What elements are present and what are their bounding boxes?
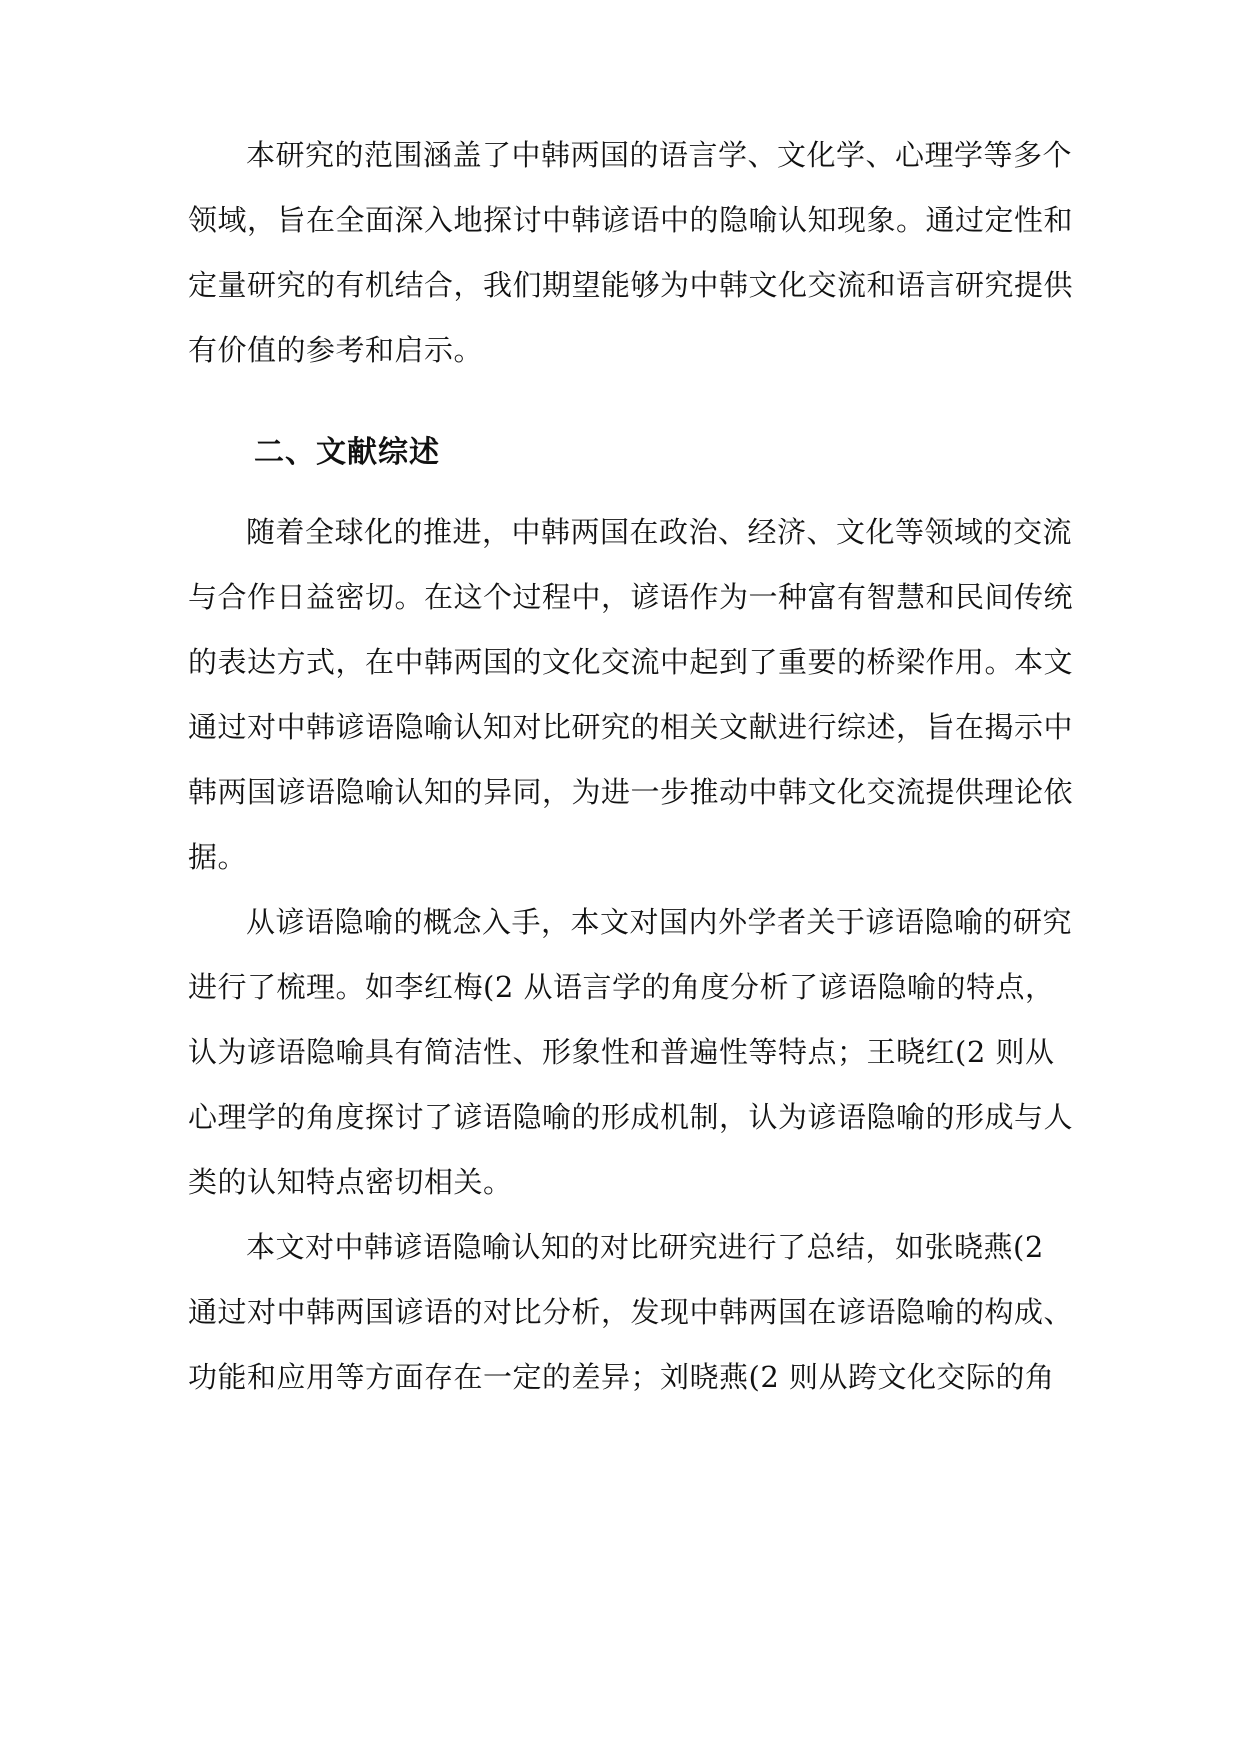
intro-line-4: 有价值的参考和启示。: [188, 333, 484, 367]
p2-line-1: 从谚语隐喻的概念入手，本文对国内外学者关于谚语隐喻的研究: [246, 905, 1073, 939]
p3-line-1: 本文对中韩谚语隐喻认知的对比研究进行了总结，如张晓燕(2: [246, 1230, 1044, 1264]
intro-line-2: 领域，旨在全面深入地探讨中韩谚语中的隐喻认知现象。通过定性和: [188, 203, 1074, 237]
p1-line-1: 随着全球化的推进，中韩两国在政治、经济、文化等领域的交流: [246, 515, 1073, 549]
p1-line-4: 通过对中韩谚语隐喻认知对比研究的相关文献进行综述，旨在揭示中: [188, 710, 1074, 744]
p2-line-5: 类的认知特点密切相关。: [188, 1165, 513, 1199]
p2-line-4: 心理学的角度探讨了谚语隐喻的形成机制，认为谚语隐喻的形成与人: [188, 1100, 1074, 1134]
p1-line-5: 韩两国谚语隐喻认知的异同，为进一步推动中韩文化交流提供理论依: [188, 775, 1074, 809]
intro-line-3: 定量研究的有机结合，我们期望能够为中韩文化交流和语言研究提供: [188, 268, 1074, 302]
p2-line-3: 认为谚语隐喻具有简洁性、形象性和普遍性等特点；王晓红(2 则从: [188, 1035, 1055, 1069]
section-heading: 二、文献综述: [254, 435, 440, 470]
p1-line-2: 与合作日益密切。在这个过程中，谚语作为一种富有智慧和民间传统: [188, 580, 1074, 614]
p1-line-3: 的表达方式，在中韩两国的文化交流中起到了重要的桥梁作用。本文: [188, 645, 1074, 679]
intro-line-1: 本研究的范围涵盖了中韩两国的语言学、文化学、心理学等多个: [246, 138, 1073, 172]
p2-line-2: 进行了梳理。如李红梅(2 从语言学的角度分析了谚语隐喻的特点，: [188, 970, 1055, 1004]
p1-line-6: 据。: [188, 840, 248, 874]
p3-line-2: 通过对中韩两国谚语的对比分析，发现中韩两国在谚语隐喻的构成、: [188, 1295, 1074, 1329]
p3-line-3: 功能和应用等方面存在一定的差异；刘晓燕(2 则从跨文化交际的角: [188, 1360, 1055, 1394]
